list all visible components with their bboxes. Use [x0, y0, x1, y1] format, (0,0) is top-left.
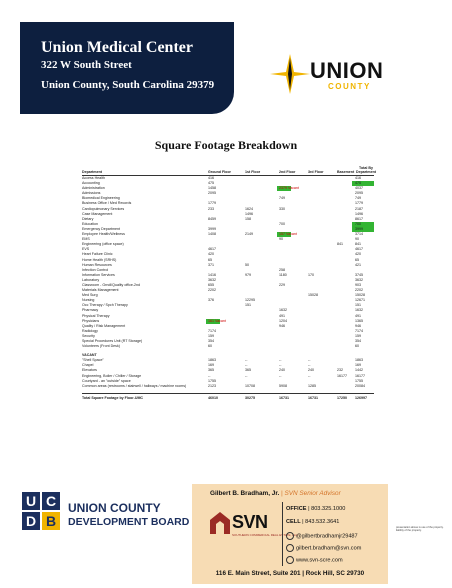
col-basement: Basement	[337, 170, 355, 174]
email-address[interactable]: gilbert.bradham@svn.com	[296, 545, 362, 552]
email-line	[286, 544, 361, 552]
dept-second-cell: 491	[279, 313, 285, 318]
total-basement-cell: 17250	[337, 395, 347, 400]
vacant-department-cell: Common areas (restrooms / stairwell / hallways / machine rooms)	[82, 383, 187, 388]
social-handle[interactable]: @gilbertbradhamjr29487	[296, 533, 358, 540]
col-department: Department	[82, 170, 102, 174]
dept-ground-cell: 1408	[208, 232, 216, 237]
dept-ground-cell: 376	[208, 298, 214, 303]
square-footage-table	[82, 160, 374, 402]
dept-total-cell: 1779	[355, 201, 363, 206]
vacant-label: VACANT	[82, 353, 97, 358]
dept-second-cell: 90	[279, 237, 283, 242]
dept-ground-cell: 161 Vacant	[208, 318, 226, 323]
vacant-ground-cell: 1755	[208, 378, 216, 383]
dept-department-cell: Quality / Risk Management	[82, 323, 126, 328]
disclaimer-text: presentation above is use of the property. liability of the property.	[396, 526, 444, 533]
dept-ground-cell: 475	[208, 181, 214, 186]
table-body	[82, 176, 374, 349]
dept-department-cell: Materials Management	[82, 288, 119, 293]
vacant-total-cell: 169	[355, 363, 361, 368]
ucdb-line1: UNION COUNTY	[68, 501, 161, 515]
dept-department-cell: Med Surg	[82, 293, 98, 298]
dept-total-cell: 12671	[355, 298, 365, 303]
vacant-third-cell: 1285	[308, 383, 316, 388]
dept-total-cell: 4037	[355, 186, 363, 191]
vacant-total-cell: 1442	[355, 368, 363, 373]
dept-second-cell: 2379 Vacant	[279, 186, 299, 191]
dept-total-cell: 946	[355, 323, 361, 328]
dept-total-cell: 1365	[355, 318, 363, 323]
dept-department-cell: Laboratory	[82, 277, 100, 282]
compass-star-icon	[270, 52, 310, 96]
dept-second-cell: 1180	[279, 272, 287, 277]
svn-wordmark: SVN	[232, 512, 268, 532]
dept-first-cell: 151	[245, 303, 251, 308]
table-title: Square Footage Breakdown	[154, 138, 298, 152]
dept-total-cell: 903	[355, 282, 361, 287]
dept-total-cell: 3745	[355, 272, 363, 277]
dept-total-cell: 90	[355, 237, 359, 242]
agent-name-line	[210, 490, 341, 497]
vacant-total-cell: 1863	[355, 358, 363, 363]
dept-total-cell: 2187	[355, 206, 363, 211]
dept-total-cell: 491	[355, 313, 361, 318]
cell-phone[interactable]: | 843.532.3641	[302, 519, 340, 525]
dept-department-cell: Emergency Department	[82, 226, 120, 231]
vacant-first-cell: 10708	[245, 383, 255, 388]
agent-card	[192, 484, 388, 584]
agent-role: | SVN Senior Advisor	[281, 490, 341, 497]
dept-total-cell: 7174	[355, 328, 363, 333]
vacant-department-cell: Courtyard - an "outside" space	[82, 378, 131, 383]
dept-total-cell: 151	[355, 303, 361, 308]
ucdb-letter-d: D	[22, 512, 40, 530]
dept-department-cell: Admissions	[82, 191, 101, 196]
dept-total-cell: 3999	[355, 226, 363, 231]
dept-ground-cell: 420	[208, 252, 214, 257]
vacant-ground-cell: 2123	[208, 383, 216, 388]
office-phone[interactable]: | 803.325.1000	[308, 506, 346, 512]
header-banner	[20, 22, 234, 114]
vacant-body	[82, 358, 374, 389]
vacant-third-cell: 240	[308, 368, 314, 373]
dept-row	[82, 344, 374, 349]
email-icon	[286, 544, 294, 552]
dept-department-cell: Biomedical Engineering	[82, 196, 120, 201]
dept-total-cell: 4617	[355, 247, 363, 252]
vacant-first-cell: --	[245, 363, 248, 368]
dept-department-cell: Employee Health/Wellness	[82, 232, 125, 237]
dept-total-cell: 15028	[355, 293, 365, 298]
dept-department-cell: Accounting	[82, 181, 100, 186]
dept-department-cell: Cardiopulmonary Services	[82, 206, 125, 211]
dept-total-cell: 421	[355, 262, 361, 267]
dept-department-cell: Physicians	[82, 318, 100, 323]
dept-second-cell: 229	[279, 282, 285, 287]
dept-department-cell: Case Management	[82, 211, 113, 216]
dept-second-cell: 258	[279, 267, 285, 272]
dept-basement-cell: 841	[337, 242, 343, 247]
vacant-total-cell: 16177	[355, 373, 365, 378]
vacant-department-cell: Engineering, Boiler / Chiller / Storage	[82, 373, 142, 378]
vacant-second-cell: --	[279, 373, 282, 378]
dept-ground-cell: 2202	[208, 288, 216, 293]
ucdb-letter-c: C	[42, 492, 60, 510]
dept-department-cell: Dietary	[82, 216, 94, 221]
cell-line	[286, 519, 339, 525]
union-logo-word: UNION	[310, 58, 384, 83]
vacant-first-cell: 365	[245, 368, 251, 373]
dept-department-cell: Infection Control	[82, 267, 109, 272]
dept-first-cell: 979	[245, 272, 251, 277]
dept-total-cell: 3632	[355, 277, 363, 282]
vacant-ground-cell: 365	[208, 368, 214, 373]
dept-department-cell: EMS	[82, 237, 90, 242]
dept-total-cell: 700	[355, 221, 361, 226]
vacant-department-cell: Elevators	[82, 368, 97, 373]
vacant-total-cell: 20084	[355, 383, 365, 388]
ucdb-mark	[22, 492, 62, 532]
dept-second-cell: 1632	[279, 308, 287, 313]
dept-department-cell: Special Procedures Unit (RT Storage)	[82, 339, 143, 343]
total-row	[82, 393, 374, 402]
website[interactable]: www.svn-scre.com	[296, 557, 343, 564]
dept-department-cell: Nursing	[82, 298, 95, 303]
dept-ground-cell: 655	[208, 282, 214, 287]
vacant-first-cell: --	[245, 373, 248, 378]
union-logo-sub: COUNTY	[328, 82, 371, 91]
dept-first-cell: 1496	[245, 211, 253, 216]
total-ground-cell: 46010	[208, 395, 218, 400]
dept-third-cell: 170	[308, 272, 314, 277]
total-total-cell: 126997	[355, 395, 367, 400]
social-line	[286, 532, 358, 540]
dept-second-cell: 157 Vacant	[279, 232, 297, 237]
dept-total-cell: 159	[355, 333, 361, 338]
dept-first-cell: 1624	[245, 206, 253, 211]
dept-total-cell: 2095	[355, 191, 363, 196]
dept-department-cell: Access Health	[82, 176, 105, 180]
dept-ground-cell: 7174	[208, 328, 216, 333]
col-ground: Ground Floor	[208, 170, 231, 174]
dept-first-cell: 12295	[245, 298, 255, 303]
agent-address: 116 E. Main Street, Suite 201 | Rock Hill, SC 29730	[215, 570, 365, 577]
dept-total-cell: 65	[355, 257, 359, 262]
dept-first-cell: 50	[245, 262, 249, 267]
web-line	[286, 556, 343, 564]
vacant-third-cell: --	[308, 363, 311, 368]
dept-ground-cell: 416	[208, 176, 214, 180]
dept-department-cell: Radiology	[82, 328, 98, 333]
facility-city: Union County, South Carolina 29379	[41, 79, 215, 91]
instagram-icon	[286, 532, 294, 540]
dept-total-cell: 1632	[355, 308, 363, 313]
globe-icon	[286, 556, 294, 564]
dept-ground-cell: 3999	[208, 226, 216, 231]
vacant-total-cell: 1755	[355, 378, 363, 383]
dept-department-cell: Education	[82, 221, 98, 226]
vacant-basement-cell: 16177	[337, 373, 347, 378]
svn-mark-icon	[210, 512, 230, 534]
col-second: 2nd Floor	[279, 170, 296, 174]
vacant-third-cell: --	[308, 358, 311, 363]
dept-ground-cell: 1416	[208, 272, 216, 277]
dept-total-cell: 2202	[355, 288, 363, 293]
dept-ground-cell: 3632	[208, 277, 216, 282]
ucdb-letter-b: B	[42, 512, 60, 530]
dept-department-cell: Pharmacy	[82, 308, 99, 313]
vacant-row	[82, 384, 374, 389]
vacant-department-cell: "Shell Space"	[82, 358, 104, 363]
dept-first-cell: 2149	[245, 232, 253, 237]
total-department-cell: Total Square Footage by Floor-UMC	[82, 395, 144, 400]
dept-second-cell: 700	[279, 221, 285, 226]
table-header	[82, 160, 374, 176]
dept-department-cell: EVS	[82, 247, 90, 252]
vacant-ground-cell: 169	[208, 363, 214, 368]
col-total: Total By Department	[356, 166, 376, 174]
dept-department-cell: Classroom - Grndl/Quality office-2nd	[82, 282, 141, 287]
dept-ground-cell: 371	[208, 262, 214, 267]
dept-first-cell: 158	[245, 216, 251, 221]
cell-label: CELL	[286, 519, 301, 525]
facility-name: Union Medical Center	[41, 39, 193, 56]
agent-name: Gilbert B. Bradham, Jr.	[210, 490, 280, 497]
dept-ground-cell: 8459	[208, 216, 216, 221]
dept-second-cell: 1204	[279, 318, 287, 323]
dept-ground-cell: 4617	[208, 247, 216, 252]
dept-department-cell: Business Office / Med Records	[82, 201, 132, 206]
dept-total-cell: 60	[355, 344, 359, 349]
dept-ground-cell: 2095	[208, 191, 216, 196]
vacant-basement-cell: 232	[337, 368, 343, 373]
dept-ground-cell: 1458	[208, 186, 216, 191]
svn-subtitle: SOUTHERN COMMERCIAL REAL ESTATE, LLC	[232, 533, 298, 537]
dept-department-cell: Security	[82, 333, 95, 338]
vacant-third-cell: --	[308, 373, 311, 378]
dept-department-cell: Heart Failure Clinic	[82, 252, 113, 257]
vacant-ground-cell: --	[208, 373, 211, 378]
dept-department-cell: Information Services	[82, 272, 115, 277]
total-third-cell: 16731	[308, 395, 318, 400]
dept-ground-cell: 233	[208, 206, 214, 211]
dept-total-cell: 420	[355, 252, 361, 257]
vacant-first-cell: --	[245, 358, 248, 363]
dept-department-cell: Administration	[82, 186, 105, 191]
dept-ground-cell: 65	[208, 257, 212, 262]
dept-department-cell: Home Health (SRHS)	[82, 257, 117, 262]
vacant-second-cell: 240	[279, 368, 285, 373]
total-second-cell: 16731	[279, 395, 289, 400]
col-first: 1st Floor	[245, 170, 261, 174]
vacant-second-cell: --	[279, 363, 282, 368]
card-separator	[282, 502, 283, 566]
col-third: 3rd Floor	[308, 170, 324, 174]
dept-second-cell: 330	[279, 206, 285, 211]
dept-second-cell: 946	[279, 323, 285, 328]
dept-ground-cell: 159	[208, 333, 214, 338]
vacant-ground-cell: 1863	[208, 358, 216, 363]
dept-total-cell: 8617	[355, 216, 363, 221]
dept-total-cell: 1496	[355, 211, 363, 216]
dept-total-cell: 475	[355, 181, 361, 186]
dept-total-cell: 841	[355, 242, 361, 247]
dept-second-cell: 749	[279, 196, 285, 201]
dept-department-cell: Human Resources	[82, 262, 112, 267]
dept-total-cell: 416	[355, 176, 361, 180]
dept-department-cell: Physical Therapy	[82, 313, 110, 318]
ucdb-logo	[22, 492, 197, 542]
dept-total-cell: 354	[355, 339, 361, 343]
dept-ground-cell: 1779	[208, 201, 216, 206]
dept-department-cell: Volunteers (Front Desk)	[82, 344, 120, 349]
ucdb-line2: DEVELOPMENT BOARD	[68, 516, 190, 528]
vacant-department-cell: Chapel	[82, 363, 94, 368]
dept-department-cell: Engineering (office space)	[82, 242, 124, 247]
office-label: OFFICE	[286, 506, 307, 512]
total-first-cell: 30275	[245, 395, 255, 400]
dept-total-cell: 3714	[355, 232, 363, 237]
ucdb-letter-u: U	[22, 492, 40, 510]
vacant-second-cell: --	[279, 358, 282, 363]
facility-street: 322 W South Street	[41, 59, 132, 71]
dept-ground-cell: 354	[208, 339, 214, 343]
dept-ground-cell: 60	[208, 344, 212, 349]
office-line	[286, 506, 345, 512]
dept-total-cell: 749	[355, 196, 361, 201]
dept-third-cell: 15028	[308, 293, 318, 298]
union-county-logo	[270, 52, 390, 96]
vacant-second-cell: 5908	[279, 383, 287, 388]
dept-department-cell: Occ Therapy / Spch Therapy	[82, 303, 128, 308]
